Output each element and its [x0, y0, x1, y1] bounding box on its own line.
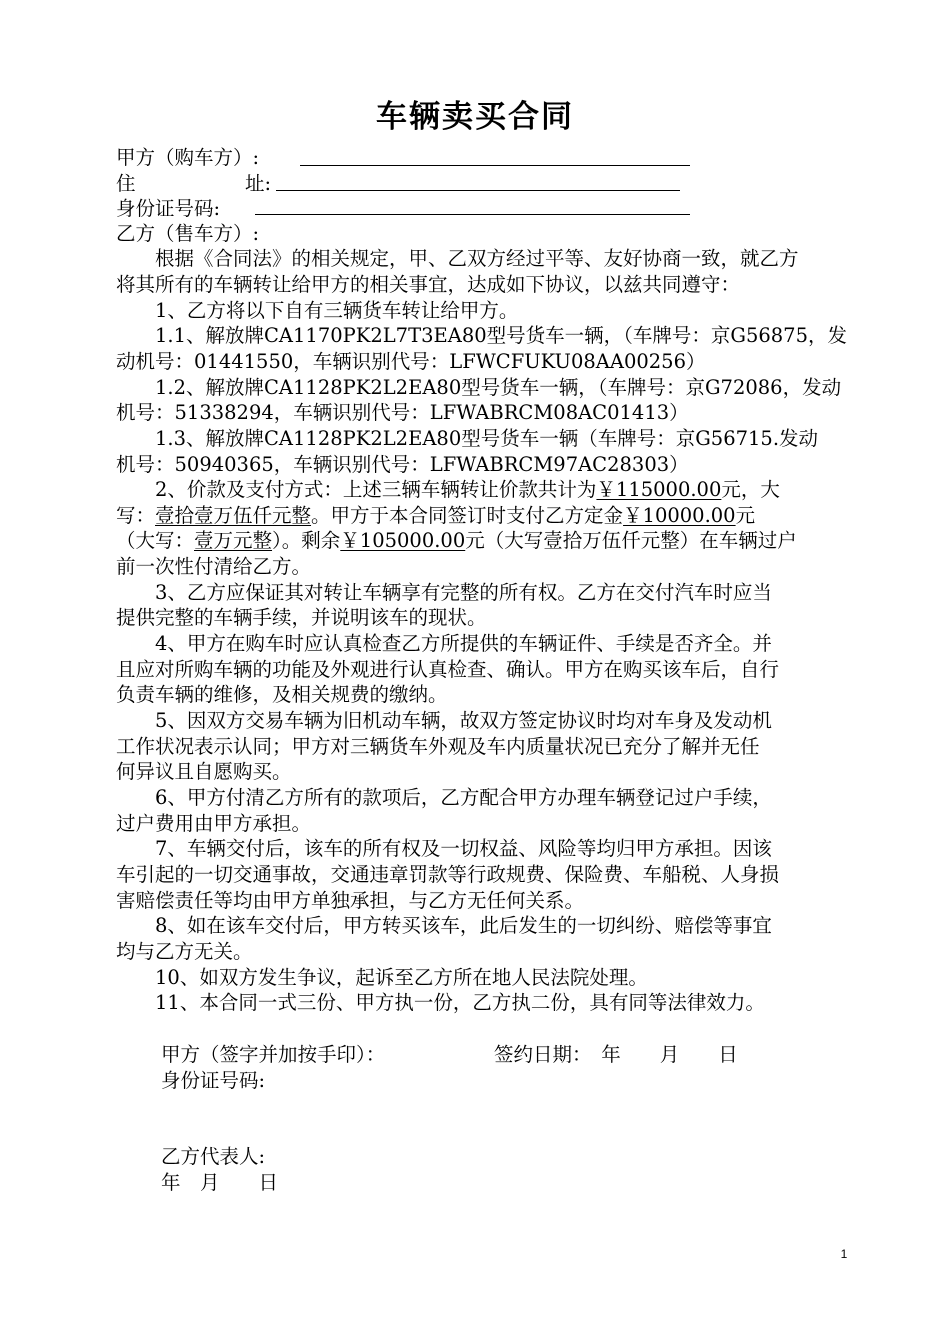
price-text: 元，大 [721, 478, 780, 501]
body-line: 负责车辆的维修，及相关规费的缴纳。 [116, 683, 448, 706]
party-b-date: 年 月 日 [161, 1171, 279, 1194]
party-a-id-label: 身份证号码: [161, 1069, 266, 1092]
buyer-field [116, 145, 856, 171]
total-words: 壹拾壹万伍仟元整 [155, 504, 312, 527]
body-line: 害赔偿责任等均由甲方单独承担，与乙方无任何关系。 [116, 889, 585, 912]
price-text: 。甲方于本合同签订时支付乙方定金 [311, 504, 624, 527]
remainder-amount: ￥105000.00 [340, 529, 466, 552]
body-line: 10、如双方发生争议，起诉至乙方所在地人民法院处理。 [116, 966, 648, 989]
seller-field [116, 221, 856, 247]
price-line-4: 前一次性付清给乙方。 [116, 555, 312, 578]
body-line: 8、如在该车交付后，甲方转买该车，此后发生的一切纠纷、赔偿等事宜 [116, 914, 772, 937]
body-line: 4、甲方在购车时应认真检查乙方所提供的车辆证件、手续是否齐全。并 [116, 632, 772, 655]
body-line: 过户费用由甲方承担。 [116, 812, 312, 835]
id-label: 身份证号码: [116, 197, 221, 220]
buyer-label: 甲方（购车方）: [116, 146, 260, 169]
body-line: 车引起的一切交通事故，交通违章罚款等行政规费、保险费、车船税、人身损 [116, 863, 780, 886]
price-line-1 [116, 477, 856, 503]
body-line: 1.3、解放牌CA1128PK2L2EA80型号货车一辆（车牌号：京G56715.发动 [116, 427, 819, 450]
body-line: 将其所有的车辆转让给甲方的相关事宜，达成如下协议，以兹共同遵守： [116, 273, 741, 296]
body-line: 7、车辆交付后，该车的所有权及一切权益、风险等均归甲方承担。因该 [116, 837, 772, 860]
price-text: 写： [116, 504, 156, 527]
price-text: （大写： [116, 529, 195, 552]
body-line: 1.2、解放牌CA1128PK2L2EA80型号货车一辆，（车牌号：京G72086，发动 [116, 376, 842, 399]
body-line: 6、甲方付清乙方所有的款项后，乙方配合甲方办理车辆登记过户手续， [116, 786, 772, 809]
seller-label: 乙方（售车方）: [116, 222, 260, 245]
body-line: 3、乙方应保证其对转让车辆享有完整的所有权。乙方在交付汽车时应当 [116, 581, 772, 604]
body-line: 11、本合同一式三份、甲方执一份，乙方执二份，具有同等法律效力。 [116, 991, 765, 1014]
address-blank-line [276, 190, 680, 191]
party-a-signature: 甲方（签字并加按手印）： [161, 1043, 386, 1066]
party-b-representative: 乙方代表人: [161, 1145, 266, 1168]
body-line: 提供完整的车辆手续，并说明该车的现状。 [116, 606, 487, 629]
address-field [116, 171, 856, 197]
address-label-a: 住 [116, 172, 136, 195]
deposit-words: 壹万元整 [194, 529, 273, 552]
price-text: 2、价款及支付方式：上述三辆车辆转让价款共计为 [116, 478, 597, 501]
body-line: 5、因双方交易车辆为旧机动车辆，故双方签定协议时均对车身及发动机 [116, 709, 772, 732]
total-amount: ￥115000.00 [596, 478, 722, 501]
id-blank-line [255, 214, 690, 215]
price-text: ）。剩余 [272, 529, 341, 552]
body-line: 机号：50940365，车辆识别代号：LFWABRCM97AC28303） [116, 453, 689, 476]
body-line: 且应对所购车辆的功能及外观进行认真检查、确认。甲方在购买该车后，自行 [116, 658, 780, 681]
body-line: 1.1、解放牌CA1170PK2L7T3EA80型号货车一辆，（车牌号：京G56875，发 [116, 324, 847, 347]
body-line: 均与乙方无关。 [116, 940, 253, 963]
body-line: 机号：51338294，车辆识别代号：LFWABRCM08AC01413） [116, 401, 689, 424]
body-line: 根据《合同法》的相关规定，甲、乙双方经过平等、友好协商一致，就乙方 [116, 247, 799, 270]
price-line-2 [116, 503, 856, 529]
price-text: 元 [735, 504, 756, 527]
body-line: 动机号：01441550，车辆识别代号：LFWCFUKU08AA00256） [116, 350, 706, 373]
body-line: 1、乙方将以下自有三辆货车转让给甲方。 [116, 299, 519, 322]
sign-date: 签约日期： 年 月 日 [494, 1043, 738, 1066]
deposit-amount: ￥10000.00 [623, 504, 736, 527]
body-line: 工作状况表示认同；甲方对三辆货车外观及车内质量状况已充分了解并无任 [116, 735, 760, 758]
price-line-3 [116, 528, 856, 554]
page-title: 车辆卖买合同 [376, 99, 574, 135]
id-field [116, 196, 856, 222]
buyer-blank-line [300, 165, 690, 166]
page-number: 1 [840, 1247, 848, 1261]
body-line: 何异议且自愿购买。 [116, 760, 292, 783]
price-text: 元（大写壹拾万伍仟元整）在车辆过户 [465, 529, 797, 552]
address-label-b: 址: [245, 172, 272, 195]
